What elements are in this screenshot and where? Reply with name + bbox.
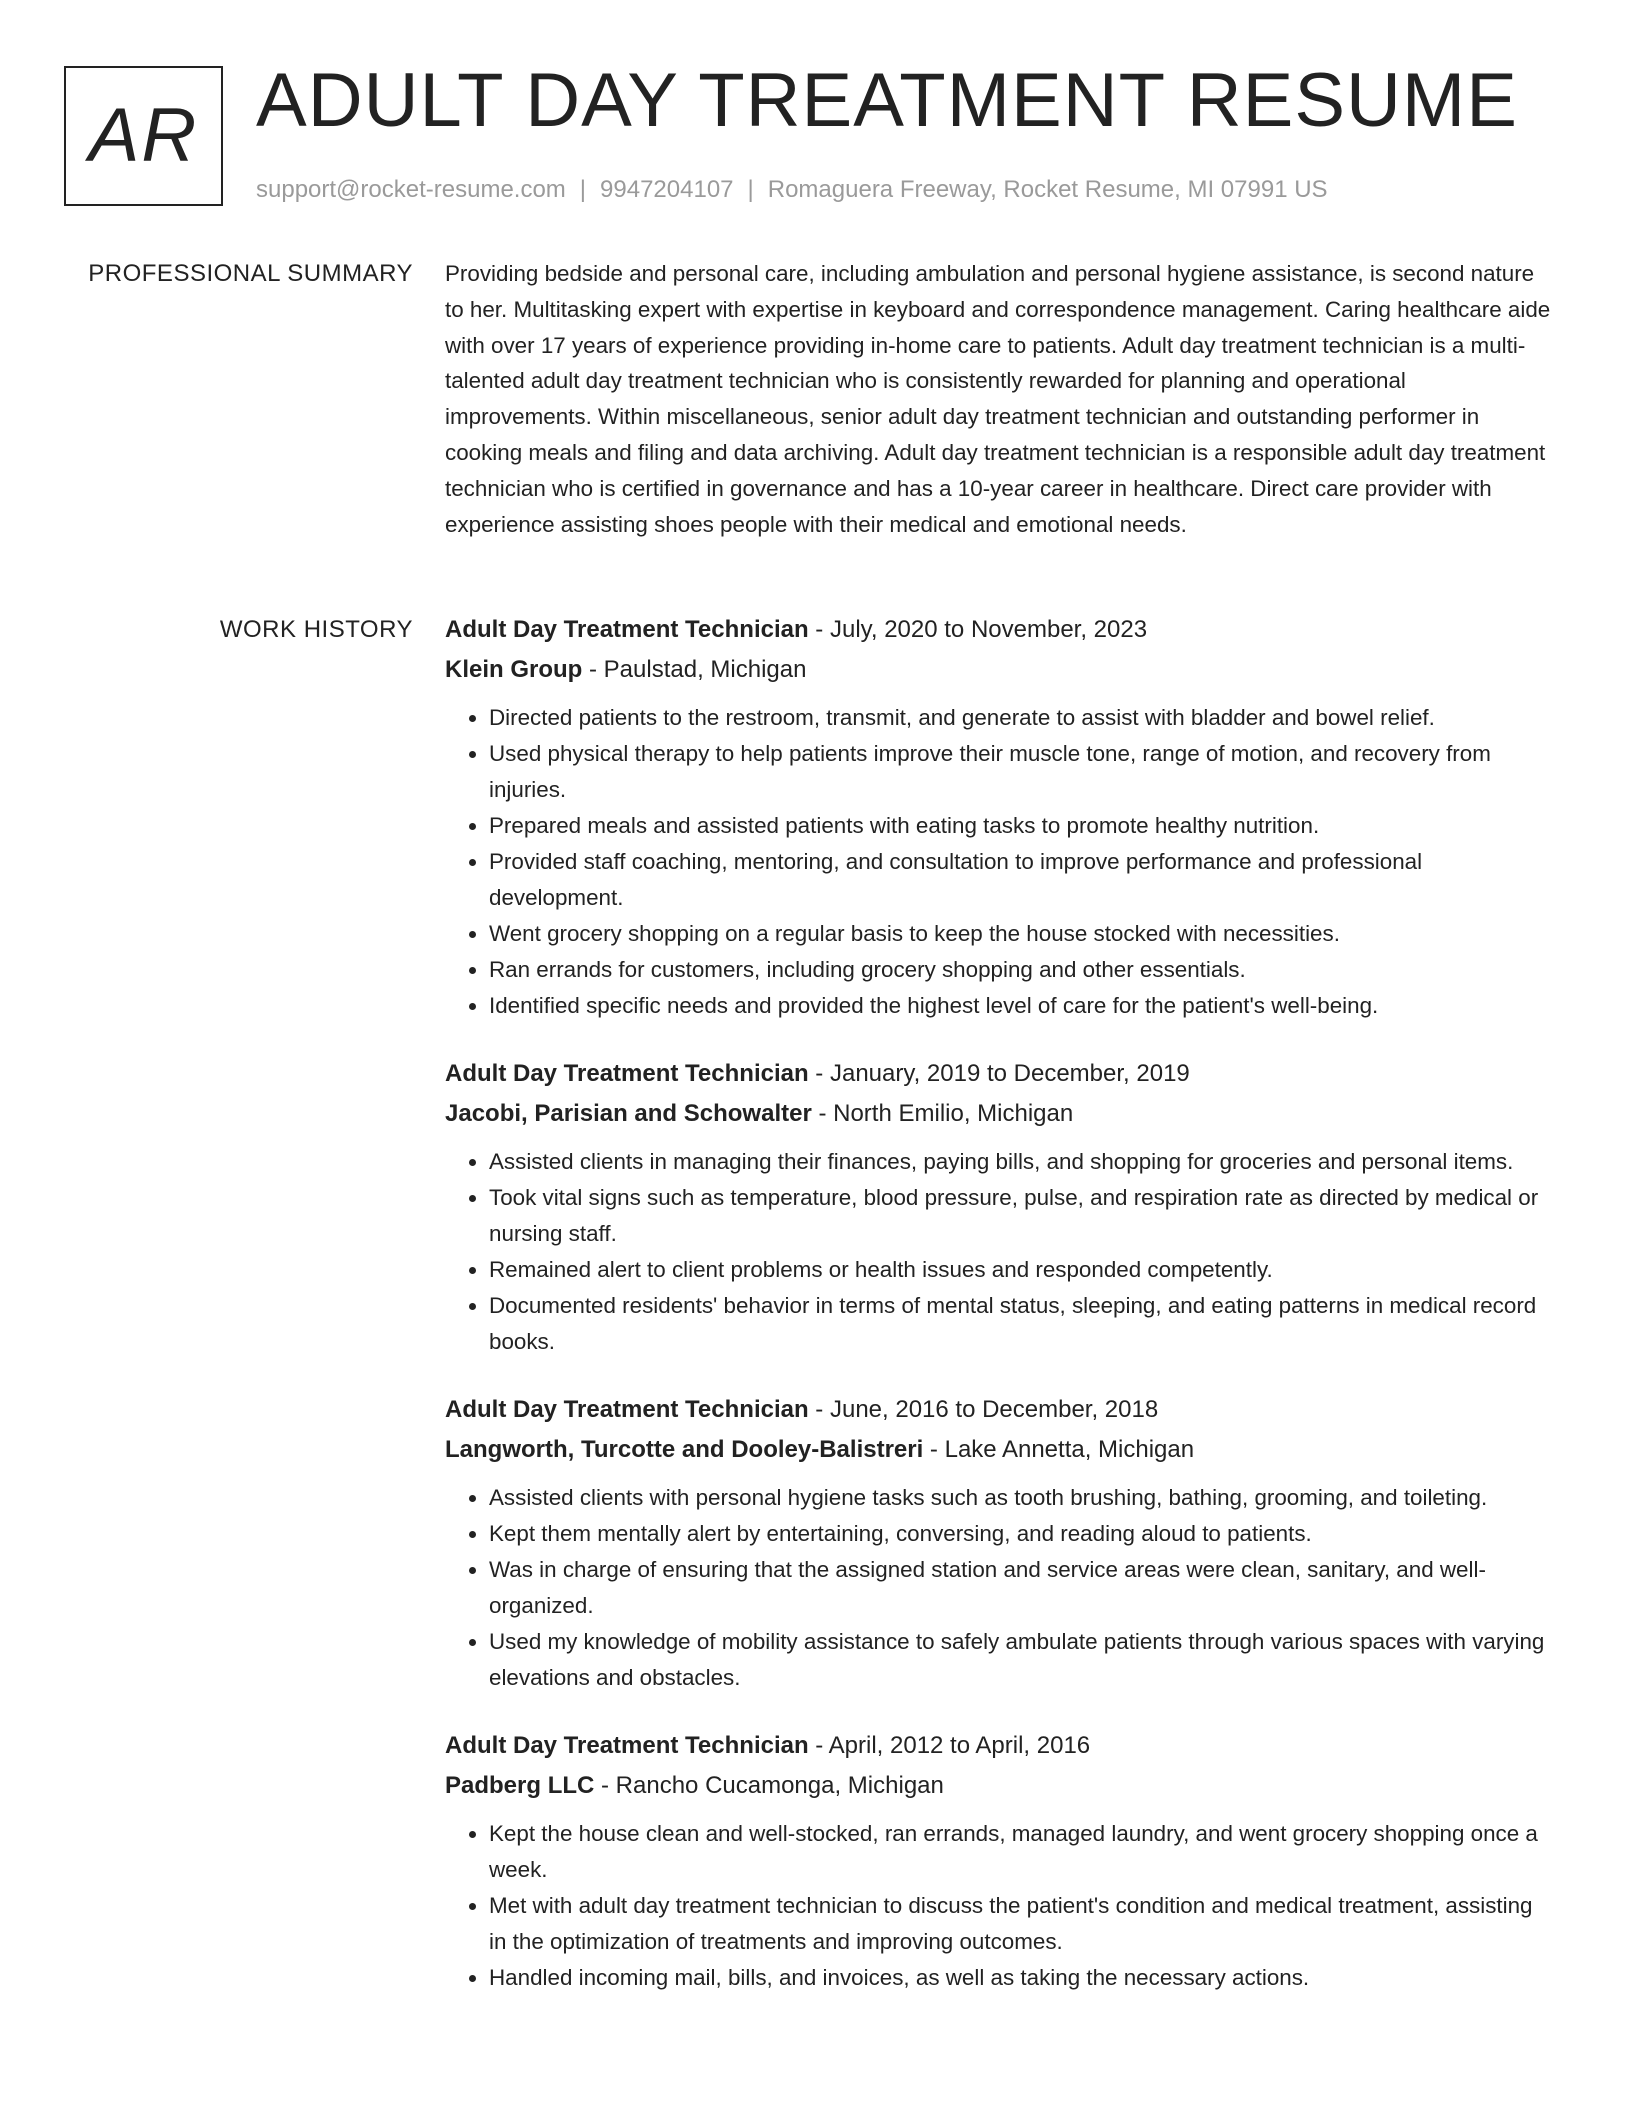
job-location: - Rancho Cucamonga, Michigan: [594, 1772, 944, 1799]
monogram-box: [64, 66, 223, 206]
job-bullets: [445, 700, 1555, 1024]
job-entry: [445, 1054, 1555, 1360]
job-bullets: [445, 1816, 1555, 1996]
job-bullet: • Remained alert to client problems or health issues and responded competently.: [489, 1252, 1555, 1288]
job-company-line: [445, 1430, 1555, 1470]
job-entry: [445, 610, 1555, 1024]
summary-section: [445, 256, 1555, 542]
job-company-line: [445, 1766, 1555, 1806]
section-label-summary: PROFESSIONAL SUMMARY: [88, 260, 413, 287]
job-bullet: • Identified specific needs and provided the highest level of care for the patient's well-being.: [489, 988, 1555, 1024]
job-bullets: [445, 1144, 1555, 1360]
job-dates: - April, 2012 to April, 2016: [808, 1732, 1091, 1759]
job-bullet: • Took vital signs such as temperature, blood pressure, pulse, and respiration rate as directed by medical or nursing staff.: [489, 1180, 1555, 1252]
summary-text: Providing bedside and personal care, including ambulation and personal hygiene assistance, is second nature to her. Multitasking expert with expertise in keyboard and correspondence management. Caring healthcare aide with over 17 years of experience providing in-home care to patients. Adult day treatment technician is a multi-talented adult day treatment technician who is consistently rewarded for planning and operational improvements. Within miscellaneous, senior adult day treatment technician and outstanding performer in cooking meals and filing and data archiving. Adult day treatment technician is a responsible adult day treatment technician who is certified in governance and has a 10-year career in healthcare. Direct care provider with experience assisting shoes people with their medical and emotional needs.: [445, 261, 1551, 537]
job-company: Padberg LLC: [445, 1772, 595, 1799]
job-title: Adult Day Treatment Technician: [445, 1396, 809, 1423]
job-title-line: [445, 1054, 1555, 1094]
section-label-work-history: WORK HISTORY: [219, 616, 413, 643]
contact-phone: 9947204107: [600, 176, 734, 203]
job-location: - Paulstad, Michigan: [582, 656, 807, 683]
contact-line: [256, 172, 1328, 208]
job-company-line: [445, 650, 1555, 690]
job-bullet: • Handled incoming mail, bills, and invoices, as well as taking the necessary actions.: [489, 1960, 1555, 1996]
contact-separator: |: [747, 176, 754, 203]
job-bullet: • Assisted clients in managing their finances, paying bills, and shopping for groceries and personal items.: [489, 1144, 1555, 1180]
job-bullets: [445, 1480, 1555, 1696]
job-bullet: • Provided staff coaching, mentoring, and consultation to improve performance and professional development.: [489, 844, 1555, 916]
job-dates: - January, 2019 to December, 2019: [808, 1060, 1190, 1087]
contact-address: Romaguera Freeway, Rocket Resume, MI 07991 US: [767, 176, 1328, 203]
job-title: Adult Day Treatment Technician: [445, 1060, 809, 1087]
job-company: Langworth, Turcotte and Dooley-Balistreri: [445, 1436, 924, 1463]
job-bullet: • Kept them mentally alert by entertaining, conversing, and reading aloud to patients.: [489, 1516, 1555, 1552]
contact-separator: |: [579, 176, 587, 203]
job-title: Adult Day Treatment Technician: [445, 1732, 809, 1759]
job-bullet: • Used physical therapy to help patients improve their muscle tone, range of motion, and recovery from injuries.: [489, 736, 1555, 808]
job-bullet: • Assisted clients with personal hygiene tasks such as tooth brushing, bathing, grooming, and toileting.: [489, 1480, 1555, 1516]
job-company: Jacobi, Parisian and Schowalter: [445, 1100, 812, 1127]
job-bullet: • Went grocery shopping on a regular basis to keep the house stocked with necessities.: [489, 916, 1555, 952]
job-entry: [445, 1726, 1555, 1996]
job-bullet: • Documented residents' behavior in terms of mental status, sleeping, and eating patterns in medical record books.: [489, 1288, 1555, 1360]
job-dates: - July, 2020 to November, 2023: [808, 616, 1148, 643]
initials: AR: [88, 93, 199, 178]
job-bullet: • Used my knowledge of mobility assistance to safely ambulate patients through various spaces with varying elevations and obstacles.: [489, 1624, 1555, 1696]
job-company-line: [445, 1094, 1555, 1134]
resume-title: ADULT DAY TREATMENT RESUME: [256, 58, 1518, 143]
job-company: Klein Group: [445, 656, 583, 683]
job-title-line: [445, 610, 1555, 650]
job-bullet: • Kept the house clean and well-stocked, ran errands, managed laundry, and went grocery shopping once a week.: [489, 1816, 1555, 1888]
job-dates: - June, 2016 to December, 2018: [808, 1396, 1159, 1423]
job-bullet: • Prepared meals and assisted patients with eating tasks to promote healthy nutrition.: [489, 808, 1555, 844]
job-title-line: [445, 1390, 1555, 1430]
job-title-line: [445, 1726, 1555, 1766]
job-bullet: • Directed patients to the restroom, transmit, and generate to assist with bladder and bowel relief.: [489, 700, 1555, 736]
job-location: - Lake Annetta, Michigan: [923, 1436, 1195, 1463]
contact-email: support@rocket-resume.com: [256, 176, 566, 203]
job-location: - North Emilio, Michigan: [811, 1100, 1074, 1127]
job-title: Adult Day Treatment Technician: [445, 616, 809, 643]
job-bullet: • Ran errands for customers, including grocery shopping and other essentials.: [489, 952, 1555, 988]
job-bullet: • Met with adult day treatment technician to discuss the patient's condition and medical treatment, assisting in the optimization of treatments and improving outcomes.: [489, 1888, 1555, 1960]
job-entry: [445, 1390, 1555, 1696]
job-bullet: • Was in charge of ensuring that the assigned station and service areas were clean, sanitary, and well-organized.: [489, 1552, 1555, 1624]
work-history-section: [445, 610, 1555, 2026]
